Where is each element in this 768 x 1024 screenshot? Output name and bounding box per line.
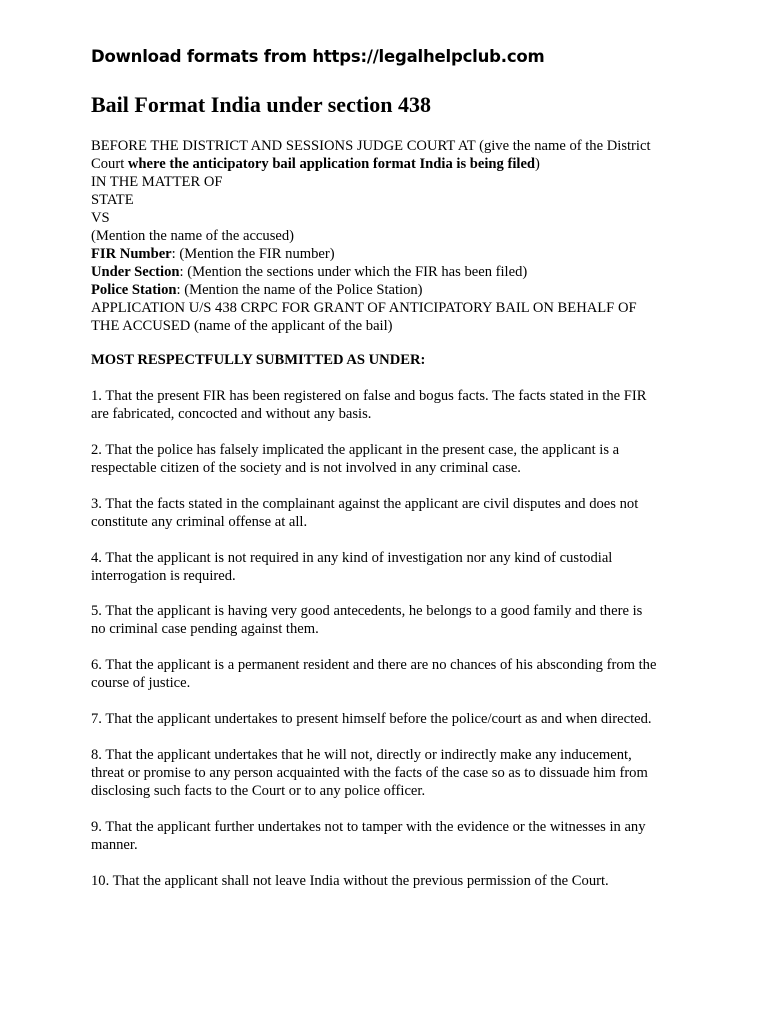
paragraph-line: threat or promise to any person acquainted with the facts of the case so as to dissuade him from [91, 765, 648, 781]
paragraph-6 [91, 656, 691, 692]
paragraph-line: course of justice. [91, 675, 191, 691]
paragraph-line: no criminal case pending against them. [91, 621, 319, 637]
fir-label: FIR Number [91, 246, 172, 262]
paragraph-line: 4. That the applicant is not required in any kind of investigation nor any kind of custodial [91, 550, 613, 566]
fir-value: : (Mention the FIR number) [171, 246, 335, 262]
police-value: : (Mention the name of the Police Station) [176, 282, 423, 298]
paragraph-line: 10. That the applicant shall not leave India without the previous permission of the Court. [91, 873, 609, 889]
paragraph-line: 5. That the applicant is having very good antecedents, he belongs to a good family and there is [91, 603, 643, 619]
paragraph-9 [91, 818, 691, 854]
paragraph-10 [91, 872, 691, 890]
application-line-1: APPLICATION U/S 438 CRPC FOR GRANT OF ANTICIPATORY BAIL ON BEHALF OF [91, 300, 637, 316]
paragraph-line: interrogation is required. [91, 568, 236, 584]
paragraph-5 [91, 602, 691, 638]
paragraph-line: constitute any criminal offense at all. [91, 514, 308, 530]
paragraph-2 [91, 441, 691, 477]
court-line-2 [91, 155, 691, 173]
paragraph-line: 9. That the applicant further undertakes not to tamper with the evidence or the witnesses in any [91, 819, 646, 835]
police-label: Police Station [91, 282, 177, 298]
paragraph-8 [91, 746, 691, 800]
court-line-2-bold: where the anticipatory bail application format India is being filed [127, 156, 536, 172]
section-label: Under Section [91, 264, 180, 280]
paragraph-line: disclosing such facts to the Court or to any police officer. [91, 783, 426, 799]
accused-name-line: (Mention the name of the accused) [91, 228, 295, 244]
paragraph-3 [91, 495, 691, 531]
court-line-2-end: ) [535, 156, 540, 172]
paragraph-line: 2. That the police has falsely implicated the applicant in the present case, the applicant is a [91, 442, 620, 458]
paragraph-line: 3. That the facts stated in the complainant against the applicant are civil disputes and does not [91, 496, 639, 512]
paragraph-line: 8. That the applicant undertakes that he will not, directly or indirectly make any inducement, [91, 747, 632, 763]
paragraph-line: are fabricated, concocted and without any basis. [91, 406, 372, 422]
court-line-2-start: Court [91, 156, 128, 172]
court-heading [91, 137, 691, 335]
paragraph-7 [91, 710, 691, 728]
fir-number-line [91, 245, 691, 263]
paragraph-line: manner. [91, 837, 138, 853]
paragraph-line: 7. That the applicant undertakes to present himself before the police/court as and when directed. [91, 711, 652, 727]
section-value: : (Mention the sections under which the FIR has been filed) [179, 264, 528, 280]
in-the-matter: IN THE MATTER OF [91, 174, 223, 190]
under-section-line [91, 263, 691, 281]
paragraph-4 [91, 549, 691, 585]
download-header: Download formats from https://legalhelpclub.com [91, 47, 545, 66]
document-title: Bail Format India under section 438 [91, 92, 432, 117]
police-station-line [91, 281, 691, 299]
paragraph-line: 6. That the applicant is a permanent resident and there are no chances of his absconding from the [91, 657, 657, 673]
vs-line: VS [91, 210, 110, 226]
paragraph-line: respectable citizen of the society and is not involved in any criminal case. [91, 460, 521, 476]
court-line-1: BEFORE THE DISTRICT AND SESSIONS JUDGE COURT AT (give the name of the District [91, 138, 651, 154]
paragraph-1 [91, 387, 691, 423]
paragraph-line: 1. That the present FIR has been registered on false and bogus facts. The facts stated in the FIR [91, 388, 647, 404]
application-line-2: THE ACCUSED (name of the applicant of the bail) [91, 318, 393, 334]
submitted-heading: MOST RESPECTFULLY SUBMITTED AS UNDER: [91, 352, 426, 368]
state-line: STATE [91, 192, 134, 208]
